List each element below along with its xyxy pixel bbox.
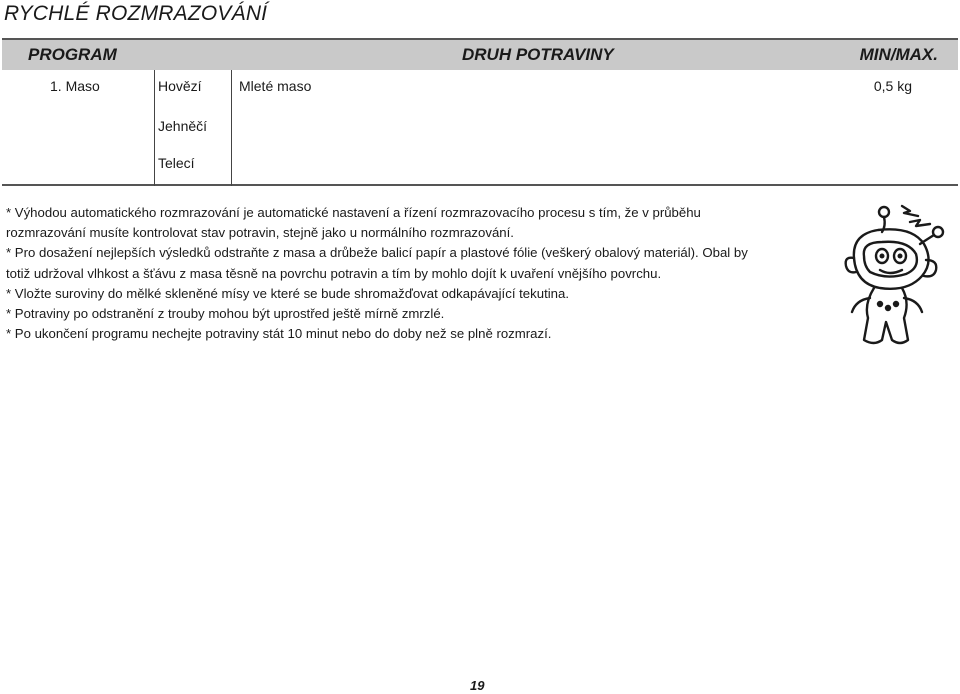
note-line: * Výhodou automatického rozmrazování je automatické nastavení a řízení rozmrazovacího procesu s tím, že v průběhu xyxy=(6,205,701,220)
food-cell: Mleté maso xyxy=(239,78,312,94)
column-divider xyxy=(154,70,155,186)
note-line: * Pro dosažení nejlepších výsledků odstraňte z masa a drůbeže balicí papír a plastové fólie (veškerý obalový materiál). Obal by xyxy=(6,245,748,261)
column-divider xyxy=(231,70,232,186)
meat-type-cell: Telecí xyxy=(158,155,195,171)
program-cell: 1. Maso xyxy=(50,78,100,94)
header-minmax: MIN/MAX. xyxy=(859,45,938,64)
page-number: 19 xyxy=(470,678,485,693)
page-title: RYCHLÉ ROZMRAZOVÁNÍ xyxy=(4,2,268,25)
cartoon-mascot-icon xyxy=(834,200,952,348)
note-line: * Vložte suroviny do mělké skleněné mísy ve které se bude shromažďovat odkapávající tekutina. xyxy=(6,285,569,301)
note-line: * Potraviny po odstranění z trouby mohou být uprostřed ještě mírně zmrzlé. xyxy=(6,306,445,322)
note-line: * Po ukončení programu nechejte potraviny stát 10 minut nebo do doby než se plně rozmrazí. xyxy=(6,326,552,342)
quantity-cell: 0,5 kg xyxy=(873,78,912,94)
table-header xyxy=(2,40,958,70)
note-line: rozmrazování musíte kontrolovat stav potravin, stejně jako u normálního rozmrazování. xyxy=(6,225,514,241)
defrost-table xyxy=(2,38,958,186)
header-food-type: DRUH POTRAVINY xyxy=(462,45,614,64)
meat-type-cell: Hovězí xyxy=(158,78,202,94)
meat-type-cell: Jehněčí xyxy=(158,118,208,134)
notes-section xyxy=(6,203,836,344)
header-program: PROGRAM xyxy=(28,45,117,64)
note-line: totiž udržoval vlhkost a šťávu z masa těsně na povrchu potravin a tím by mohlo dojít k uvaření vnějšího povrchu. xyxy=(6,265,662,281)
